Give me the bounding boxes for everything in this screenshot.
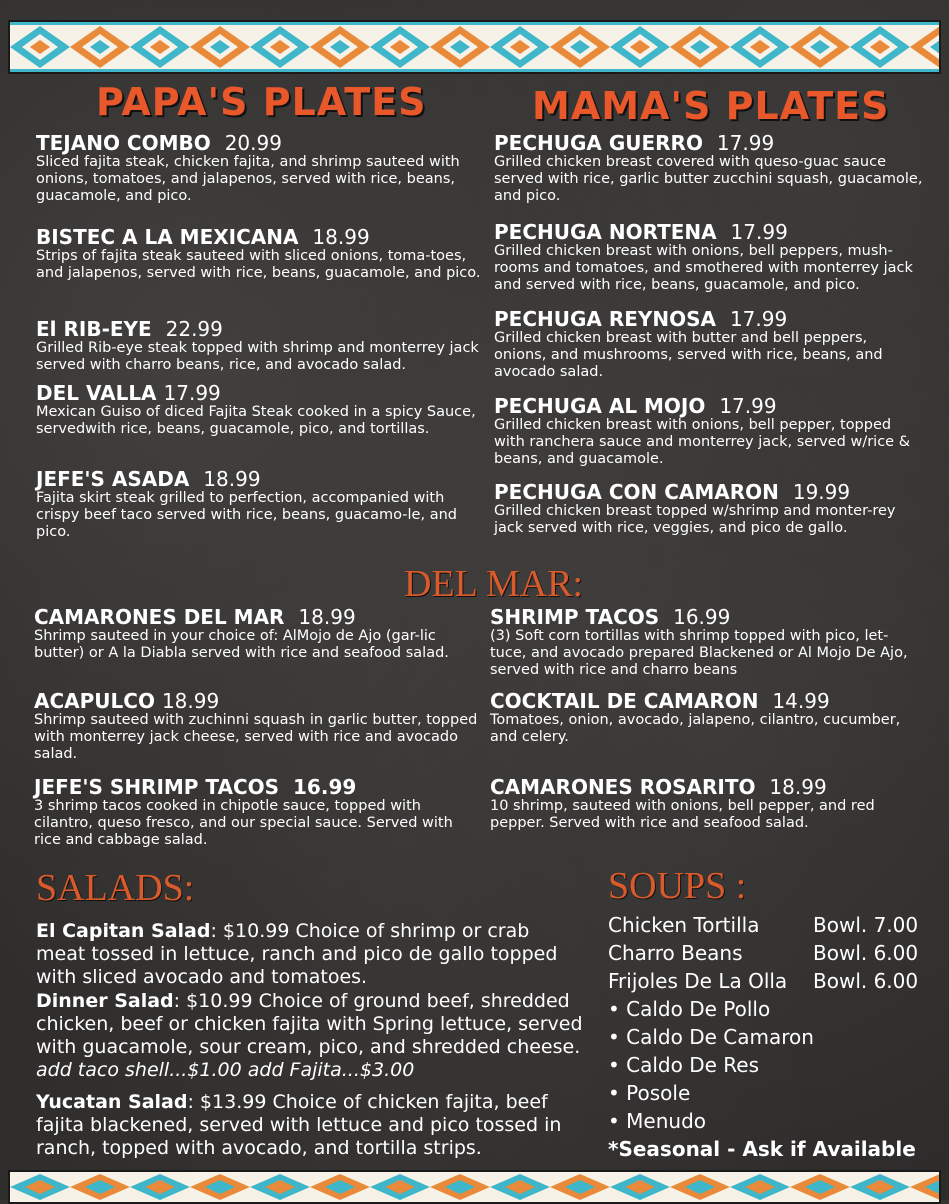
menu-item: [36, 382, 486, 468]
menu-item: [36, 226, 486, 318]
item-name: PECHUGA CON CAMARON: [494, 480, 779, 504]
item-description: (3) Soft corn tortillas with shrimp topped with pico, let-tuce, and avocado prepared Blackened or Al Mojo De Ajo, served with rice and charro beans: [490, 628, 908, 678]
salad-name: El Capitan Salad: [36, 920, 211, 942]
mamas-plates-list: [494, 132, 924, 537]
item-name: El RIB-EYE: [36, 317, 152, 341]
salads-heading: SALADS:: [36, 867, 195, 909]
menu-item: [494, 395, 924, 481]
item-price: 17.99: [719, 394, 777, 418]
item-description: Tomatoes, onion, avocado, jalapeno, cilantro, cucumber, and celery.: [490, 712, 901, 745]
item-name: JEFE'S ASADA: [36, 467, 190, 491]
salad-price: : $13.99: [187, 1091, 267, 1113]
item-price: 17.99: [729, 307, 788, 331]
item-price: 18.99: [161, 689, 220, 713]
item-price: 16.99: [293, 775, 357, 799]
item-description: Fajita skirt steak grilled to perfection, accompanied with crispy beef taco served with rice, beans, guacamo-le, and pico.: [36, 490, 457, 540]
soup-item: [608, 939, 928, 967]
item-price: 18.99: [769, 775, 827, 799]
papas-plates-list: [36, 132, 486, 541]
item-description: Strips of fajita steak sauteed with sliced onions, toma-toes, and jalapenos, served with rice, beans, guacamole, and pico.: [36, 248, 481, 281]
item-name: COCKTAIL DE CAMARON: [490, 689, 759, 713]
menu-item: [34, 690, 482, 776]
soup-price: Bowl. 7.00: [813, 913, 919, 937]
salad-item: [36, 990, 584, 1059]
item-name: BISTEC A LA MEXICANA: [36, 225, 299, 249]
seasonal-soup: • Caldo De Camaron: [608, 1025, 814, 1049]
salads-list: [36, 920, 584, 1160]
item-name: ACAPULCO: [34, 689, 155, 713]
del-mar-right-list: [490, 606, 920, 832]
seasonal-soup: • Caldo De Pollo: [608, 997, 771, 1021]
item-price: 18.99: [298, 605, 356, 629]
item-price: 17.99: [730, 220, 788, 244]
soup-price: Bowl. 6.00: [813, 941, 919, 965]
menu-item: [494, 308, 924, 395]
item-price: 17.99: [716, 131, 775, 155]
top-decorative-border: [8, 20, 941, 74]
soups-heading: SOUPS :: [608, 865, 747, 907]
item-description: 3 shrimp tacos cooked in chipotle sauce, topped with cilantro, queso fresco, and our special sauce. Served with rice and cabbage salad.: [34, 798, 453, 848]
item-description: Shrimp sauteed with zuchinni squash in garlic butter, topped with monterrey jack cheese, served with rice and avocado salad.: [34, 712, 478, 762]
item-description: Grilled Rib-eye steak topped with shrimp and monterrey jack served with charro beans, rice, and avocado salad.: [36, 340, 479, 373]
menu-item: [34, 776, 482, 849]
menu-item: [494, 221, 924, 308]
soup-name: Charro Beans: [608, 941, 743, 965]
mamas-plates-heading: MAMA'S PLATES: [532, 84, 890, 128]
item-name: PECHUGA AL MOJO: [494, 394, 706, 418]
papas-plates-heading: PAPA'S PLATES: [96, 80, 427, 124]
item-description: 10 shrimp, sauteed with onions, bell pepper, and red pepper. Served with rice and seafood salad.: [490, 798, 875, 831]
menu-item: [36, 468, 486, 541]
item-price: 18.99: [203, 467, 261, 491]
menu-item: [490, 690, 920, 776]
item-description: Sliced fajita steak, chicken fajita, and shrimp sauteed with onions, tomatoes, and jalapenos, served with rice, beans, guacamole, and pico.: [36, 154, 460, 204]
menu-item: [490, 606, 920, 690]
item-price: 18.99: [312, 225, 370, 249]
item-description: Shrimp sauteed in your choice of: AlMojo de Ajo (gar-lic butter) or A la Diabla served with rice and seafood salad.: [34, 628, 449, 661]
del-mar-heading: DEL MAR:: [404, 563, 584, 605]
item-name: TEJANO COMBO: [36, 131, 211, 155]
salad-name: Yucatan Salad: [36, 1091, 188, 1113]
seasonal-soup: • Menudo: [608, 1109, 706, 1133]
soup-item: [608, 967, 928, 995]
salad-name: Dinner Salad: [36, 990, 174, 1012]
soup-name: Frijoles De La Olla: [608, 969, 788, 993]
salad-item: [36, 1091, 584, 1160]
item-price: 16.99: [673, 605, 731, 629]
item-price: 19.99: [792, 480, 851, 504]
item-description: Grilled chicken breast with onions, bell peppers, mush-rooms and tomatoes, and smothered with monterrey jack and served with rice, beans, guacamole, and pico.: [494, 243, 913, 293]
menu-item: [490, 776, 920, 832]
item-description: Grilled chicken breast with onions, bell pepper, topped with ranchera sauce and monterrey jack, served w/rice & beans, and guacamole.: [494, 417, 911, 467]
item-price: 17.99: [163, 381, 221, 405]
salad-addons: add taco shell...$1.00 add Fajita...$3.00: [36, 1059, 415, 1081]
soup-item: [608, 911, 928, 939]
bottom-decorative-border: [8, 1170, 941, 1204]
item-name: CAMARONES ROSARITO: [490, 775, 756, 799]
menu-item: [36, 132, 486, 226]
salad-description: Choice of chicken fajita, beef fajita blackened, served with lettuce and pico tossed in ranch, topped with avocado, and tortilla strips.: [36, 1091, 562, 1159]
menu-item: [34, 606, 482, 690]
salad-price: : $10.99: [173, 990, 253, 1012]
seasonal-soup: • Posole: [608, 1081, 691, 1105]
menu-item: [36, 318, 486, 382]
salad-item: [36, 920, 584, 990]
soups-list: [608, 911, 928, 1163]
item-price: 14.99: [772, 689, 830, 713]
item-name: PECHUGA REYNOSA: [494, 307, 717, 331]
salad-description: Choice of shrimp or crab meat tossed in lettuce, ranch and pico de gallo topped with sliced avocado and tomatoes.: [36, 920, 558, 988]
soup-name: Chicken Tortilla: [608, 913, 760, 937]
item-description: Grilled chicken breast with butter and bell peppers, onions, and mushrooms, served with rice, beans, and avocado salad.: [494, 330, 883, 380]
item-name: PECHUGA NORTENA: [494, 220, 717, 244]
item-price: 22.99: [165, 317, 223, 341]
menu-item: [494, 481, 924, 537]
salad-price: : $10.99: [210, 920, 290, 942]
seasonal-note: *Seasonal - Ask if Available: [608, 1137, 916, 1161]
item-name: JEFE'S SHRIMP TACOS: [34, 775, 280, 799]
item-name: CAMARONES DEL MAR: [34, 605, 285, 629]
item-description: Mexican Guiso of diced Fajita Steak cooked in a spicy Sauce, servedwith rice, beans, guacamole, pico, and tortillas.: [36, 404, 476, 437]
menu-item: [494, 132, 924, 221]
soup-price: Bowl. 6.00: [813, 969, 919, 993]
item-description: Grilled chicken breast covered with queso-guac sauce served with rice, garlic butter zucchini squash, guacamole, and pico.: [494, 154, 923, 204]
item-name: SHRIMP TACOS: [490, 605, 660, 629]
item-description: Grilled chicken breast topped w/shrimp and monter-rey jack served with rice, veggies, and pico de gallo.: [494, 503, 896, 536]
del-mar-left-list: [34, 606, 482, 849]
seasonal-soup: • Caldo De Res: [608, 1053, 760, 1077]
item-price: 20.99: [224, 131, 282, 155]
item-name: PECHUGA GUERRO: [494, 131, 703, 155]
item-name: DEL VALLA: [36, 381, 157, 405]
salad-description: Choice of ground beef, shredded chicken, beef or chicken fajita with Spring lettuce, served with guacamole, sour cream, pico, and shredded cheese.: [36, 990, 583, 1058]
